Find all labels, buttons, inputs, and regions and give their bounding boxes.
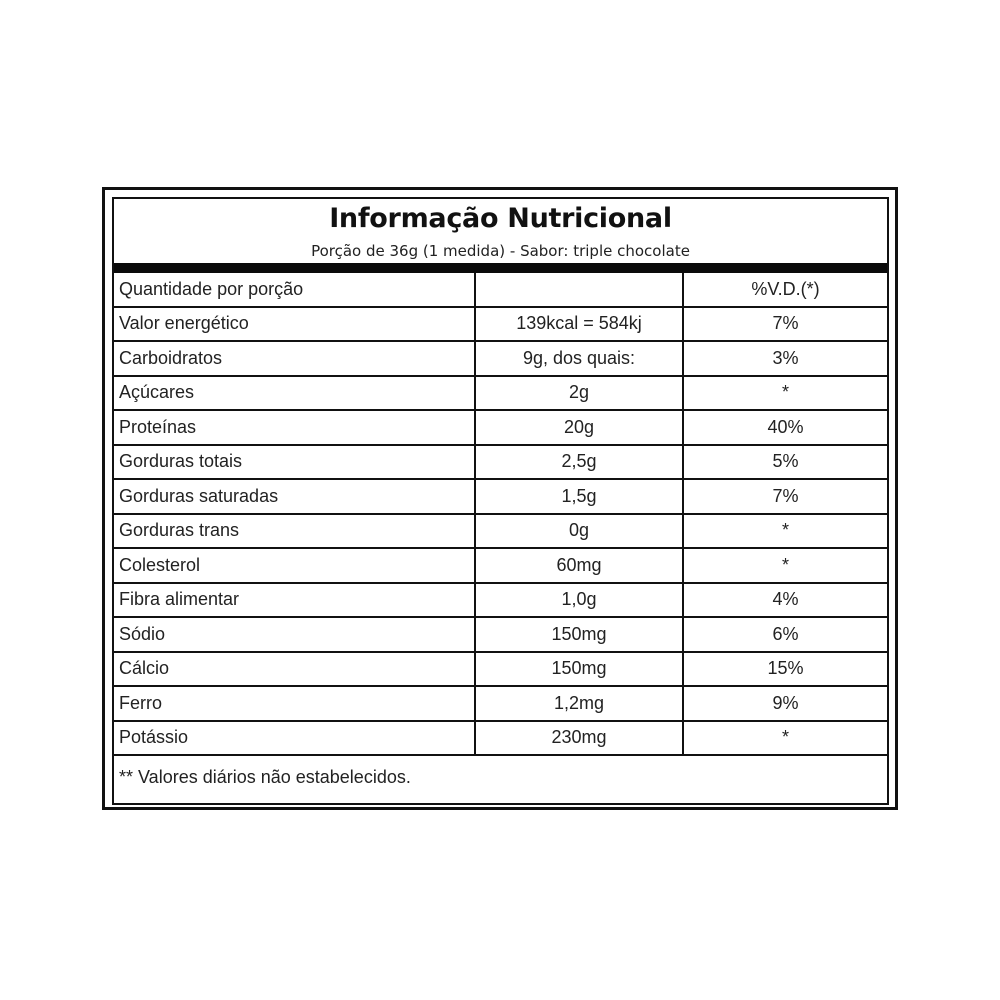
header-name-cell: Quantidade por porção (114, 273, 475, 307)
table-row (114, 410, 887, 445)
nutrient-name: Cálcio (114, 652, 475, 687)
nutrient-amount: 150mg (475, 652, 683, 687)
nutrient-name: Sódio (114, 617, 475, 652)
nutrient-vd: 3% (683, 341, 887, 376)
table-row (114, 721, 887, 756)
table-row (114, 479, 887, 514)
header-divider-bar (114, 263, 887, 273)
nutrient-amount: 9g, dos quais: (475, 341, 683, 376)
table-row (114, 307, 887, 342)
table-header-row (114, 273, 887, 307)
nutrient-vd: 5% (683, 445, 887, 480)
nutrient-vd: 15% (683, 652, 887, 687)
nutrient-amount: 2g (475, 376, 683, 411)
nutrient-name: Fibra alimentar (114, 583, 475, 618)
table-row (114, 652, 887, 687)
nutrient-amount: 60mg (475, 548, 683, 583)
nutrient-name: Açúcares (114, 376, 475, 411)
nutrient-vd: 9% (683, 686, 887, 721)
nutrient-name: Valor energético (114, 307, 475, 342)
table-row (114, 686, 887, 721)
table-row (114, 548, 887, 583)
table-row (114, 583, 887, 618)
nutrient-name: Proteínas (114, 410, 475, 445)
header-amount-cell (475, 273, 683, 307)
table-row (114, 617, 887, 652)
nutrient-vd: * (683, 514, 887, 549)
table-row (114, 514, 887, 549)
nutrient-vd: * (683, 376, 887, 411)
nutrient-amount: 2,5g (475, 445, 683, 480)
nutrient-amount: 230mg (475, 721, 683, 756)
nutrient-amount: 0g (475, 514, 683, 549)
nutrient-vd: 6% (683, 617, 887, 652)
label-subtitle: Porção de 36g (1 medida) - Sabor: triple chocolate (311, 242, 690, 260)
nutrient-vd: 7% (683, 479, 887, 514)
nutrient-amount: 1,5g (475, 479, 683, 514)
nutrient-vd: * (683, 548, 887, 583)
nutrient-name: Potássio (114, 721, 475, 756)
header-vd-cell: %V.D.(*) (683, 273, 887, 307)
nutrient-name: Colesterol (114, 548, 475, 583)
nutrition-label (112, 197, 889, 805)
label-title: Informação Nutricional (329, 203, 672, 234)
nutrient-amount: 139kcal = 584kj (475, 307, 683, 342)
nutrient-vd: * (683, 721, 887, 756)
nutrient-amount: 20g (475, 410, 683, 445)
nutrient-name: Gorduras trans (114, 514, 475, 549)
table-row (114, 376, 887, 411)
footnote-row (114, 755, 887, 798)
nutrient-name: Gorduras saturadas (114, 479, 475, 514)
nutrient-name: Ferro (114, 686, 475, 721)
nutrient-name: Carboidratos (114, 341, 475, 376)
nutrient-amount: 1,2mg (475, 686, 683, 721)
footnote: ** Valores diários não estabelecidos. (119, 766, 411, 787)
table-row (114, 341, 887, 376)
table-row (114, 445, 887, 480)
nutrient-amount: 150mg (475, 617, 683, 652)
nutrient-vd: 7% (683, 307, 887, 342)
nutrient-vd: 4% (683, 583, 887, 618)
nutrient-vd: 40% (683, 410, 887, 445)
nutrient-name: Gorduras totais (114, 445, 475, 480)
label-header (114, 199, 887, 265)
nutrition-table (114, 273, 887, 798)
nutrient-amount: 1,0g (475, 583, 683, 618)
